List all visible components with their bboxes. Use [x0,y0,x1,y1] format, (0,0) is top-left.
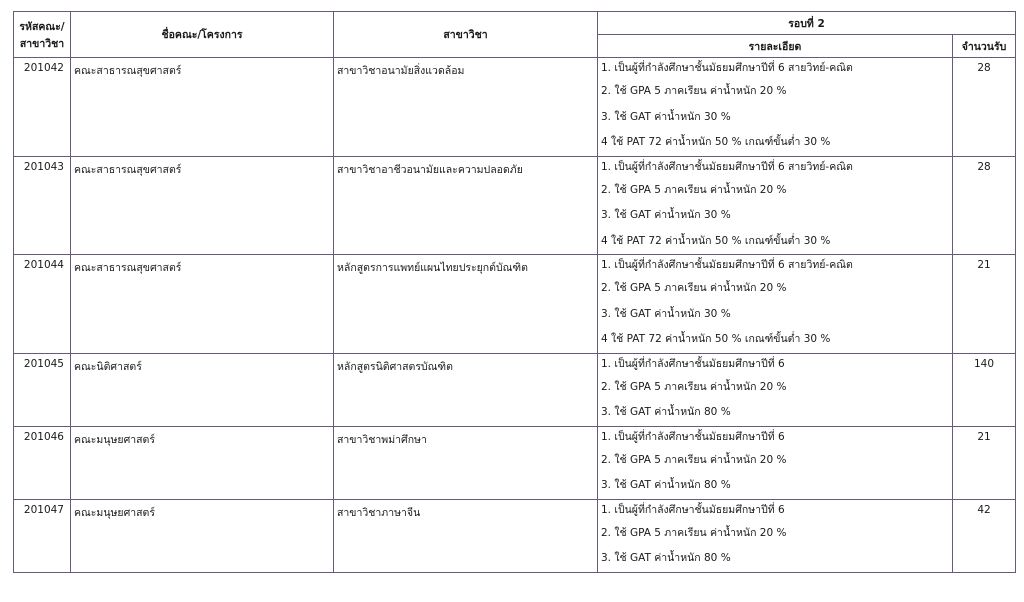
detail-line: 2. ใช้ GPA 5 ภาคเรียน ค่าน้ำหนัก 20 % [601,183,787,196]
row-major: สาขาวิชาพม่าศึกษา [334,426,598,499]
row-details [598,156,953,255]
row-code: 201047 [14,499,71,572]
row-details [598,426,953,499]
row-code: 201042 [14,58,71,157]
header-round: รอบที่ 2 [598,12,1016,35]
header-code [14,12,71,58]
detail-line: 2. ใช้ GPA 5 ภาคเรียน ค่าน้ำหนัก 20 % [601,282,787,294]
row-major: หลักสูตรนิติศาสตรบัณฑิต [334,353,598,426]
row-details [598,353,953,426]
header-seats: จำนวนรับ [953,35,1016,58]
row-major: สาขาวิชาภาษาจีน [334,499,598,572]
detail-line: 2. ใช้ GPA 5 ภาคเรียน ค่าน้ำหนัก 20 % [601,380,787,393]
row-faculty: คณะนิติศาสตร์ [71,353,334,426]
table-body [14,58,1016,573]
table-row [14,426,1016,499]
table-row [14,156,1016,255]
row-faculty: คณะมนุษยศาสตร์ [71,426,334,499]
detail-line: 1. เป็นผู้ที่กำลังศึกษาชั้นมัธยมศึกษาปีที่ 6 [601,357,785,370]
detail-line: 3. ใช้ GAT ค่าน้ำหนัก 30 % [601,307,731,320]
row-details [598,58,953,157]
detail-line: 3. ใช้ GAT ค่าน้ำหนัก 30 % [601,209,731,221]
table-row [14,255,1016,354]
detail-line: 4 ใช้ PAT 72 ค่าน้ำหนัก 50 % เกณฑ์ขั้นต่ำ 30 % [601,333,831,345]
detail-line: 4 ใช้ PAT 72 ค่าน้ำหนัก 50 % เกณฑ์ขั้นต่ำ 30 % [601,136,831,148]
detail-line: 1. เป็นผู้ที่กำลังศึกษาชั้นมัธยมศึกษาปีที่ 6 [601,503,785,516]
row-faculty: คณะมนุษยศาสตร์ [71,499,334,572]
detail-line: 3. ใช้ GAT ค่าน้ำหนัก 80 % [601,552,731,564]
header-major: สาขาวิชา [334,12,598,58]
row-major: สาขาวิชาอนามัยสิ่งแวดล้อม [334,58,598,157]
row-details [598,255,953,354]
detail-line: 3. ใช้ GAT ค่าน้ำหนัก 80 % [601,479,731,491]
detail-line: 1. เป็นผู้ที่กำลังศึกษาชั้นมัธยมศึกษาปีที่ 6 สายวิทย์-คณิต [601,259,853,271]
header-row-1 [14,12,1016,35]
table-row [14,58,1016,157]
header-faculty: ชื่อคณะ/โครงการ [71,12,334,58]
row-code: 201044 [14,255,71,354]
row-seats: 21 [953,426,1016,499]
row-faculty: คณะสาธารณสุขศาสตร์ [71,255,334,354]
detail-line: 4 ใช้ PAT 72 ค่าน้ำหนัก 50 % เกณฑ์ขั้นต่ำ 30 % [601,234,831,247]
row-major: หลักสูตรการแพทย์แผนไทยประยุกต์บัณฑิต [334,255,598,354]
header-details: รายละเอียด [598,35,953,58]
detail-line: 2. ใช้ GPA 5 ภาคเรียน ค่าน้ำหนัก 20 % [601,85,787,97]
row-seats: 42 [953,499,1016,572]
row-code: 201046 [14,426,71,499]
detail-line: 2. ใช้ GPA 5 ภาคเรียน ค่าน้ำหนัก 20 % [601,453,787,466]
detail-line: 1. เป็นผู้ที่กำลังศึกษาชั้นมัธยมศึกษาปีที่ 6 สายวิทย์-คณิต [601,62,853,74]
row-seats: 28 [953,156,1016,255]
row-seats: 28 [953,58,1016,157]
row-faculty: คณะสาธารณสุขศาสตร์ [71,58,334,157]
admission-table [13,11,1016,573]
detail-line: 3. ใช้ GAT ค่าน้ำหนัก 80 % [601,406,731,418]
row-code: 201043 [14,156,71,255]
table-row [14,353,1016,426]
header-code-line1: รหัสคณะ/ [19,20,65,33]
row-details [598,499,953,572]
detail-line: 1. เป็นผู้ที่กำลังศึกษาชั้นมัธยมศึกษาปีที่ 6 สายวิทย์-คณิต [601,160,853,173]
detail-line: 1. เป็นผู้ที่กำลังศึกษาชั้นมัธยมศึกษาปีที่ 6 [601,430,785,443]
row-major: สาขาวิชาอาชีวอนามัยและความปลอดภัย [334,156,598,255]
detail-line: 3. ใช้ GAT ค่าน้ำหนัก 30 % [601,110,731,123]
table-row [14,499,1016,572]
row-seats: 21 [953,255,1016,354]
row-code: 201045 [14,353,71,426]
row-faculty: คณะสาธารณสุขศาสตร์ [71,156,334,255]
header-code-line2: สาขาวิชา [19,37,65,50]
detail-line: 2. ใช้ GPA 5 ภาคเรียน ค่าน้ำหนัก 20 % [601,526,787,539]
row-seats: 140 [953,353,1016,426]
